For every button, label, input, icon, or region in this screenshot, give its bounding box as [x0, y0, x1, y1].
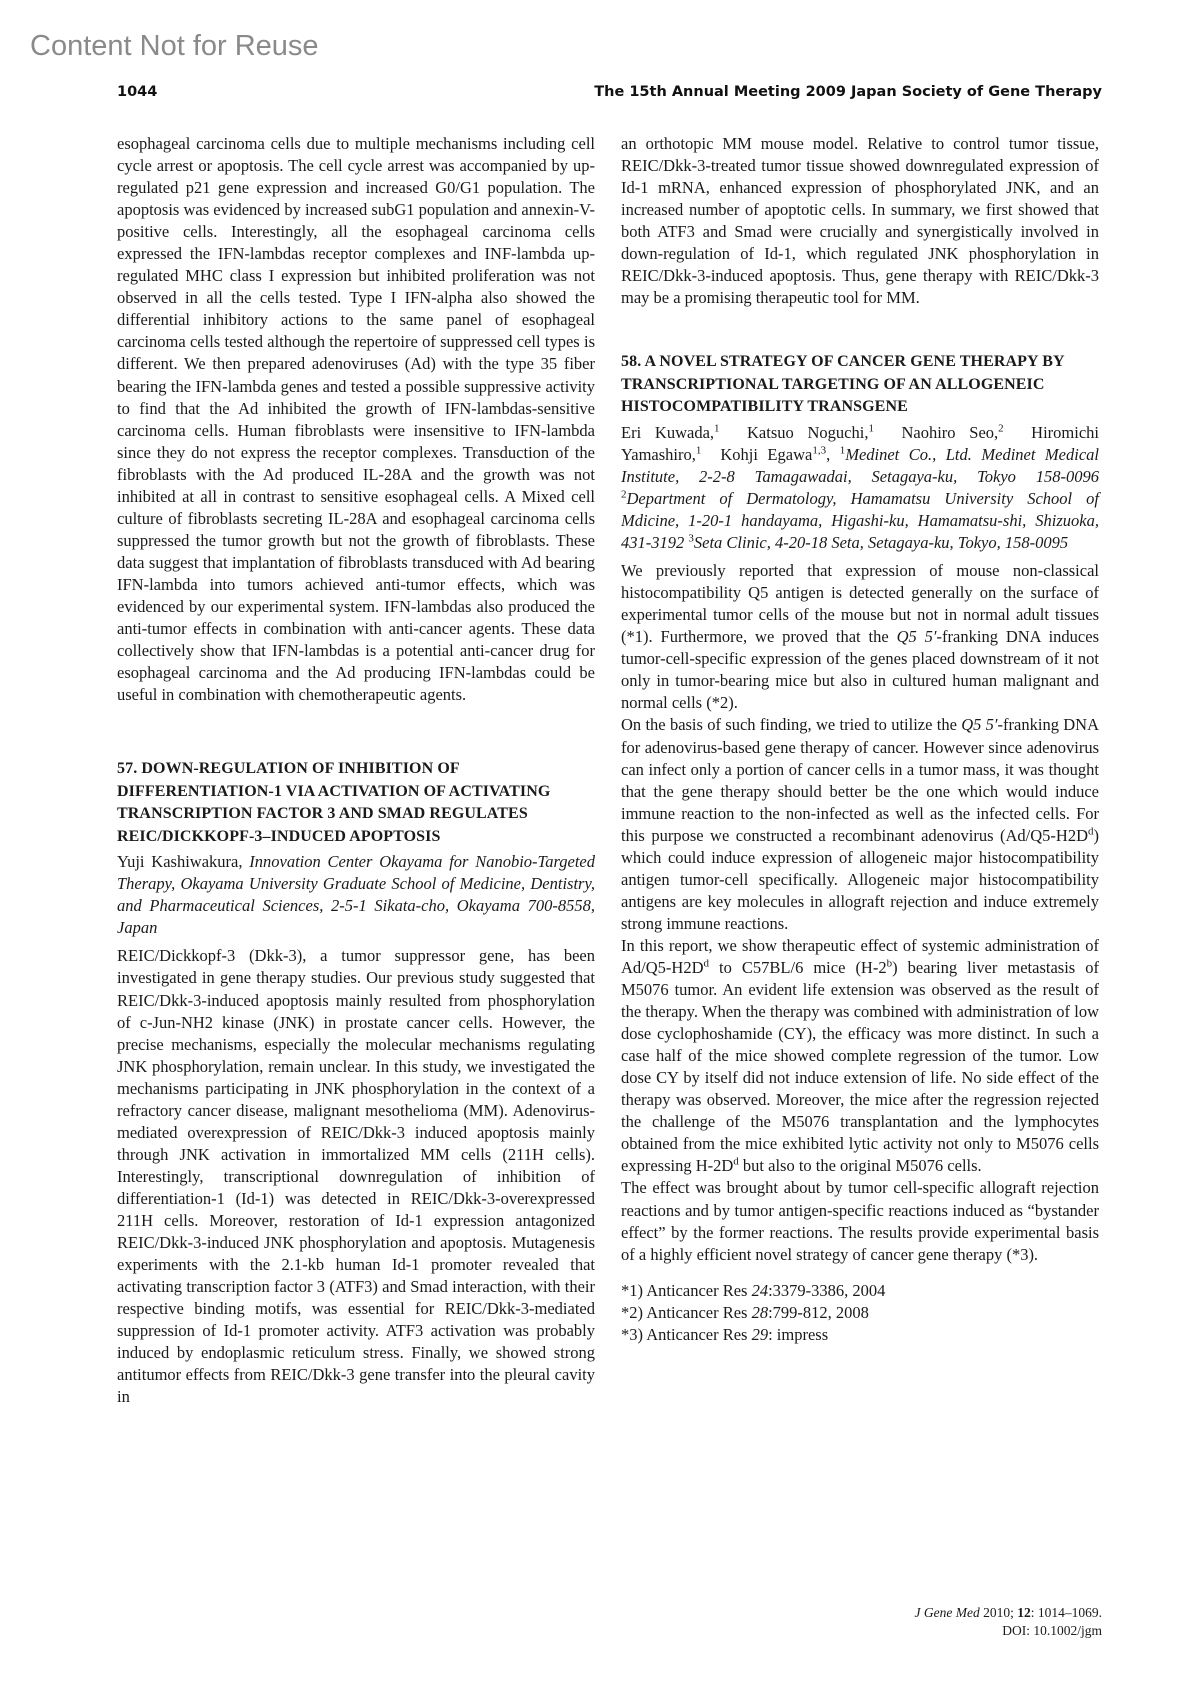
abstract-58-paragraph-3: [621, 935, 1099, 1178]
reference-volume: 28: [751, 1302, 769, 1322]
author: Naohiro Seo,: [901, 422, 999, 442]
author-sup: 1: [868, 422, 874, 435]
reference-pages: :3379-3386, 2004: [768, 1280, 886, 1300]
text-run-italic: Q5 5′: [896, 627, 937, 647]
abstract-57: [117, 758, 595, 1408]
affiliation: Medinet Co., Ltd. Medinet Medical Institute, 2-2-8 Tamagawadai, Setagaya-ku, Tokyo 158-0096: [621, 444, 1099, 486]
abstract-58-paragraph-1: [621, 560, 1099, 714]
reference-volume: 24: [751, 1280, 769, 1300]
reference-mark: *1): [621, 1280, 647, 1300]
abstract-57-continuation: an orthotopic MM mouse model. Relative to control tumor tissue, REIC/Dkk-3-treated tumor tissue showed downregulated expression of Id-1 mRNA, enhanced expression of phosphorylated JNK, and an increased number of apoptotic cells. In summary, we first showed that both ATF3 and Smad were crucially and synergistically involved in down-regulation of Id-1, which regulated JNK phosphorylation in REIC/Dkk-3-induced apoptosis. Thus, gene therapy with REIC/Dkk-3 may be a promising therapeutic tool for MM.: [621, 134, 1099, 308]
reference-item: [621, 1280, 1099, 1302]
abstract-58-paragraph-4: The effect was brought about by tumor cell-specific allograft rejection reactions and by tumor antigen-specific reactions induced as “bystander effect” by the former reactions. The results provide experimental basis of a highly efficient novel strategy of cancer gene therapy (*3).: [621, 1178, 1099, 1264]
text-run: ) which could induce expression of allogeneic major histocompatibility antigen tumor-cell specifically. Allogeneic major histocompatibility antigens are key molecules in allograft rejection and induce extremely strong immune reactions.: [621, 825, 1099, 933]
abstract-57-title: 57. DOWN-REGULATION OF INHIBITION OF DIFFERENTIATION-1 VIA ACTIVATION OF ACTIVATING TRANSCRIPTION FACTOR 3 AND SMAD REGULATES REIC/DICKKOPF-3–INDUCED APOPTOSIS: [117, 760, 551, 845]
text-run: In this report, we show therapeutic effect of systemic administration of Ad/Q5-H2D: [621, 935, 1099, 977]
page-number: 1044: [117, 84, 158, 100]
footer-journal: J Gene Med: [914, 1605, 980, 1620]
affiliation-sup: 1: [839, 444, 846, 457]
reference-list: [621, 1280, 1099, 1346]
abstract-57-body: REIC/Dickkopf-3 (Dkk-3), a tumor suppressor gene, has been investigated in gene therapy studies. Our previous study suggested that REIC/Dkk-3-induced apoptosis mainly resulted from phosphorylation of c-Jun-NH2 kinase (JNK) in prostate cancer cells. However, the precise mechanisms, especially the molecular mechanisms regulating JNK phosphorylation, remain unclear. In this study, we investigated the mechanisms participating in JNK phosphorylation in the context of a refractory cancer disease, malignant mesothelioma (MM). Adenovirus-mediated overexpression of REIC/Dkk-3 induced apoptosis mainly through JNK activation in immortalized MM cells (211H cells). Interestingly, transcriptional downregulation of inhibition of differentiation-1 (Id-1) was detected in REIC/Dkk-3-overexpressed 211H cells. Moreover, restoration of Id-1 expression antagonized REIC/Dkk-3-induced JNK phosphorylation and apoptosis. Mutagenesis experiments with the 2.1-kb human Id-1 promoter revealed that activating transcription factor 3 (ATF3) and Smad interaction, with their respective binding motifs, was essential for REIC/Dkk-3-mediated suppression of Id-1 promoter activity. ATF3 activation was probably induced by endoplasmic reticulum stress. Finally, we showed strong antitumor effects from REIC/Dkk-3 gene transfer into the pleural cavity in: [117, 946, 595, 1407]
text-run: -franking DNA for adenovirus-based gene therapy of cancer. However since adenovirus can infect only a portion of cancer cells in a tumor mass, it was thought that the gene therapy should better be the one which would induce immune reaction to the non-infected as well as the infected cells. For this purpose we constructed a recombinant adenovirus (Ad/Q5-H2D: [621, 715, 1099, 845]
affiliation: Seta Clinic, 4-20-18 Seta, Setagaya-ku, Tokyo, 158-0095: [693, 533, 1069, 553]
reference-item: [621, 1324, 1099, 1346]
abstract-58: [621, 351, 1099, 1345]
watermark: Content Not for Reuse: [30, 30, 319, 62]
text-run: On the basis of such finding, we tried to utilize the: [621, 715, 962, 735]
reference-pages: : impress: [768, 1324, 829, 1344]
reference-journal: Anticancer Res: [646, 1280, 752, 1300]
right-column: [621, 133, 1099, 1346]
author-sup: 1,3: [812, 444, 827, 457]
author: Hiromichi Yamashiro,: [621, 422, 1099, 464]
author-sup: 1: [714, 422, 720, 435]
affiliation: Department of Dermatology, Hamamatsu University School of Mdicine, 1-20-1 handayama, Higashi-ku, Hamamatsu-shi, Shizuoka, 431-3192: [621, 489, 1099, 553]
abstract-56-continuation: esophageal carcinoma cells due to multiple mechanisms including cell cycle arrest or apoptosis. The cell cycle arrest was accompanied by up-regulated p21 gene expression and increased G0/G1 population. The apoptosis was evidenced by increased subG1 population and annexin-V-positive cells. Interestingly, all the esophageal carcinoma cells expressed the IFN-lambdas receptor complexes and INF-lambda up-regulated MHC class I expression but inhibited proliferation was not observed in all the cells tested. Type I IFN-alpha also showed the differential inhibitory actions to the same panel of esophageal carcinoma cells tested although the repertoire of suppressed cell types is different. We then prepared adenoviruses (Ad) with the type 35 fiber bearing the IFN-lambda genes and tested a possible suppressive activity to find that the Ad inhibited the growth of IFN-lambdas-sensitive carcinoma cells. Human fibroblasts were insensitive to IFN-lambda since they do not express the receptor complexes. Transduction of the fibroblasts with the Ad produced IL-28A and the growth was not inhibited at all in contrast to sensitive esophageal cells. A Mixed cell culture of fibroblasts secreting IL-28A and esophageal carcinoma cells suppressed the tumor growth but not the growth of fibroblasts. These data suggest that implantation of fibroblasts transduced with Ad bearing IFN-lambda into tumors achieved anti-tumor effects, which was evidenced by our experimental system. IFN-lambdas also produced the anti-tumor effects in combination with anti-cancer agents. These data collectively show that IFN-lambdas is a potential anti-cancer drug for esophageal carcinoma and the Ad producing IFN-lambdas could be useful in combination with chemotherapeutic agents.: [117, 134, 595, 705]
author-sup: 2: [998, 422, 1004, 435]
reference-journal: Anticancer Res: [646, 1302, 752, 1322]
abstract-57-byline: [117, 851, 595, 939]
footer-citation: [915, 1604, 1103, 1621]
author-sup: 1: [695, 444, 702, 457]
affiliation-sup: 3: [688, 532, 694, 545]
author: Eri Kuwada,: [621, 422, 715, 442]
reference-pages: :799-812, 2008: [768, 1302, 869, 1322]
affiliation-sup: 2: [621, 488, 627, 501]
superscript: b: [886, 957, 893, 970]
abstract-58-paragraph-2: [621, 714, 1099, 934]
text-run: ) bearing liver metastasis of M5076 tumor. An evident life extension was observed as the result of the therapy. When the therapy was combined with administration of low dose cyclophoshamide (CY), the efficacy was more distinct. In such a case half of the mice showed complete regression of the tumor. Low dose CY by itself did not induce extension of life. No side effect of the therapy was observed. Moreover, the mice after the regression rejected the challenge of the M5076 transplantation and the lymphocytes obtained from the mice exhibited lytic activity not only to M5076 cells expressing H-2D: [621, 958, 1099, 1176]
superscript: d: [733, 1155, 739, 1168]
text-run: to C57BL/6 mice (H-2: [709, 958, 887, 977]
text-run: but also to the original M5076 cells.: [738, 1156, 982, 1176]
reference-journal: Anticancer Res: [646, 1324, 752, 1344]
reference-mark: *3): [621, 1324, 647, 1344]
footer-volume: 12: [1017, 1605, 1031, 1620]
author: Kohji Egawa: [720, 444, 813, 464]
superscript: d: [1088, 825, 1094, 838]
superscript: d: [703, 957, 709, 970]
running-journal-title: The 15th Annual Meeting 2009 Japan Society of Gene Therapy: [594, 84, 1102, 100]
reference-mark: *2): [621, 1302, 647, 1322]
reference-volume: 29: [751, 1324, 769, 1344]
abstract-58-byline: Eri Kuwada,$^1$ Katsuo Noguchi,$^1$ Naohiro Seo,$^2$ Hiromichi Yamashiro,$^1$ Kohji Egawa$^{1,3}$, $^1$Medinet Co., Ltd. Medinet Medical Institute, 2-2-8 Tamagawadai, Setagaya-ku, Tokyo 158-0096 $^2$Department of Dermatology, Hamamatsu University School of Mdicine, 1-20-1 handayama, Higashi-ku, Hamamatsu-shi, Shizuoka, 431-3192 $^3$Seta Clinic, 4-20-18 Seta, Setagaya-ku, Tokyo, 158-0095: [621, 422, 1099, 553]
footer-pages: : 1014–1069.: [1030, 1605, 1102, 1620]
text-run-italic: Q5 5′: [961, 715, 998, 735]
left-column: [117, 133, 595, 1408]
text-run: -franking DNA induces tumor-cell-specific expression of the genes placed downstream of it not only in tumor-bearing mice but also in cultured human malignant and normal cells (*2).: [621, 627, 1099, 713]
abstract-58-title: 58. A NOVEL STRATEGY OF CANCER GENE THERAPY BY TRANSCRIPTIONAL TARGETING OF AN ALLOGENEIC HISTOCOMPATIBILITY TRANSGENE: [621, 353, 1065, 416]
abstract-57-affiliation: Innovation Center Okayama for Nanobio-Targeted Therapy, Okayama University Graduate School of Medicine, Dentistry, and Pharmaceutical Sciences, 2-5-1 Sikata-cho, Okayama 700-8558, Japan: [117, 852, 596, 938]
footer-year: 2010;: [979, 1605, 1018, 1620]
reference-item: [621, 1302, 1099, 1324]
author: Katsuo Noguchi,: [747, 422, 869, 442]
abstract-57-author: Yuji Kashiwakura,: [117, 852, 243, 872]
footer-doi: DOI: 10.1002/jgm: [1002, 1623, 1102, 1638]
text-run: We previously reported that expression of mouse non-classical histocompatibility Q5 antigen is detected generally on the surface of experimental tumor cells of the mouse but not in normal adult tissues (*1). Furthermore, we proved that the: [621, 561, 1099, 647]
